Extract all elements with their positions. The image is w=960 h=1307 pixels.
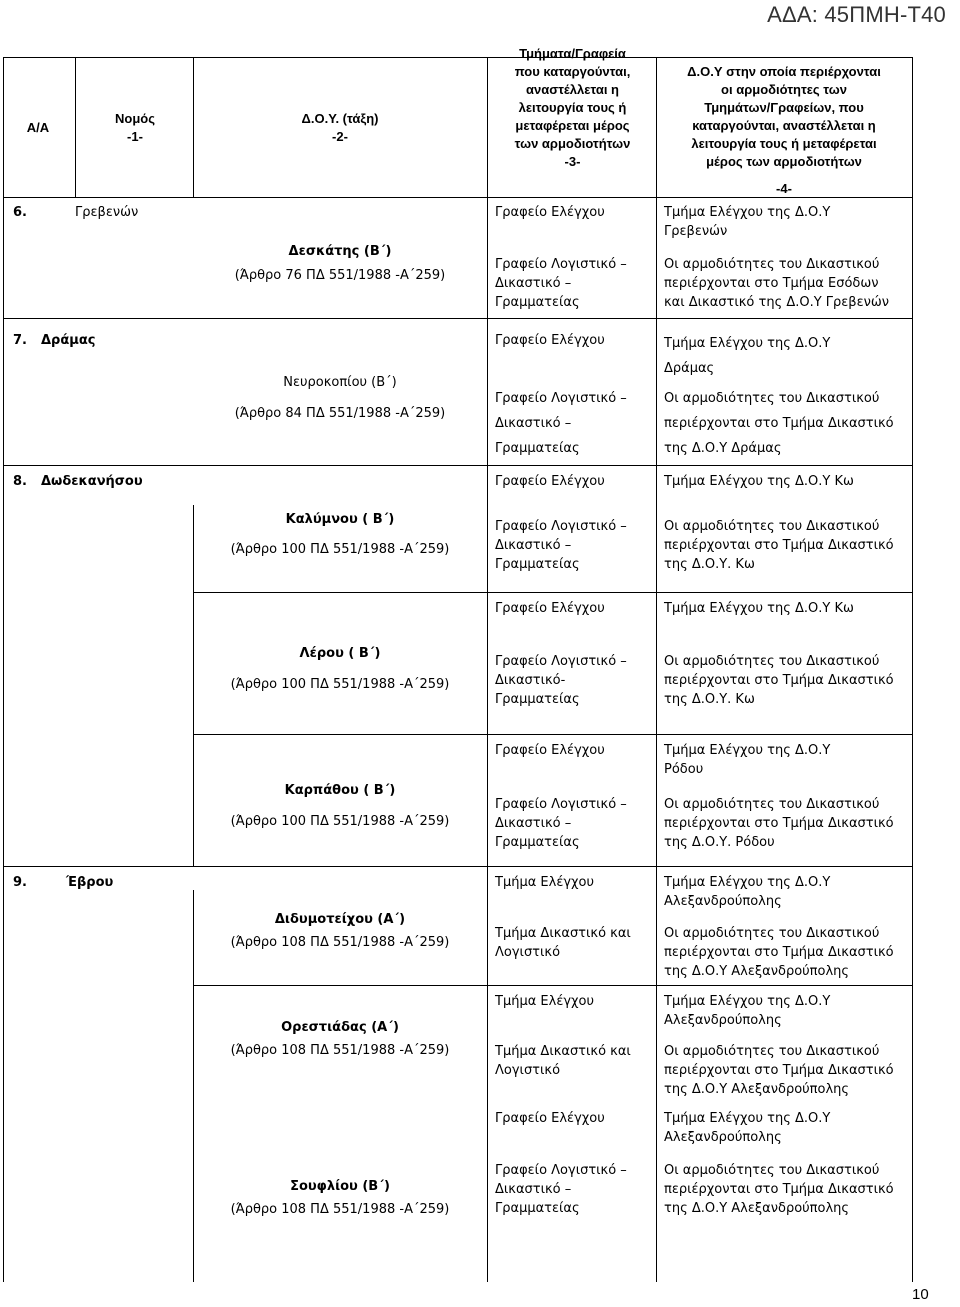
destination-cell: Τμήμα Ελέγχου της Δ.Ο.Υ Ρόδου bbox=[664, 743, 831, 777]
header-col4-number: -4- bbox=[776, 181, 792, 196]
destination-cell: Τμήμα Ελέγχου της Δ.Ο.Υ Αλεξανδρούπολης bbox=[664, 994, 831, 1028]
law-reference: (Άρθρο 108 ΠΔ 551/1988 -Α΄259) bbox=[230, 935, 450, 950]
destination-cell: Οι αρμοδιότητες του Δικαστικού περιέρχονται στο Τμήμα Εσόδων και Δικαστικό της Δ.Ο.Υ Γρεβενών bbox=[664, 257, 890, 310]
office-cell: Γραφείο Λογιστικό – Δικαστικό – Γραμματείας bbox=[495, 797, 627, 850]
office-cell: Τμήμα Δικαστικό και Λογιστικό bbox=[495, 1044, 631, 1078]
office-cell: Τμήμα Δικαστικό και Λογιστικό bbox=[495, 926, 631, 960]
header-peri: Δ.Ο.Υ στην οποία περιέρχονται οι αρμοδιότητες των Τμημάτων/Γραφείων, που καταργούνται, αναστέλλεται η λειτουργία τους ή μεταφέρεται μέρος των αρμοδιοτήτων bbox=[687, 64, 881, 169]
law-reference: (Άρθρο 108 ΠΔ 551/1988 -Α΄259) bbox=[230, 1202, 450, 1217]
office-cell: Γραφείο Ελέγχου bbox=[495, 474, 605, 489]
destination-cell: Τμήμα Ελέγχου της Δ.Ο.Υ Αλεξανδρούπολης bbox=[664, 875, 831, 909]
header-nomos: Νομός -1- bbox=[115, 111, 155, 144]
office-cell: Γραφείο Λογιστικό – Δικαστικό – Γραμματείας bbox=[495, 519, 627, 572]
ada-stamp: ΑΔΑ: 45ΠΜΗ-Τ40 bbox=[767, 2, 946, 27]
header-tmimata: Τμήματα/Γραφεία που καταργούνται, αναστέλλεται η λειτουργία τους ή μεταφέρεται μέρος των αρμοδιοτήτων -3- bbox=[514, 46, 631, 169]
office-cell: Γραφείο Λογιστικό – Δικαστικό – Γραμματείας bbox=[495, 391, 627, 456]
destination-cell: Οι αρμοδιότητες του Δικαστικού περιέρχονται στο Τμήμα Δικαστικό της Δ.Ο.Υ Αλεξανδρούπολης bbox=[664, 1044, 894, 1097]
office-cell: Τμήμα Ελέγχου bbox=[495, 994, 595, 1009]
doy-name: Ορεστιάδας (Α΄) bbox=[281, 1020, 399, 1035]
destination-cell: Τμήμα Ελέγχου της Δ.Ο.Υ Κω bbox=[664, 601, 854, 616]
doy-name: Καλύμνου ( Β΄) bbox=[285, 512, 395, 527]
office-cell: Τμήμα Ελέγχου bbox=[495, 875, 595, 890]
office-cell: Γραφείο Ελέγχου bbox=[495, 333, 605, 348]
destination-cell: Τμήμα Ελέγχου της Δ.Ο.Υ Δράμας bbox=[664, 336, 831, 376]
destination-cell: Τμήμα Ελέγχου της Δ.Ο.Υ Κω bbox=[664, 474, 854, 489]
row-number: 8. bbox=[13, 474, 27, 489]
destination-cell: Οι αρμοδιότητες του Δικαστικού περιέρχονται στο Τμήμα Δικαστικό της Δ.Ο.Υ. Κω bbox=[664, 519, 894, 572]
page-number: 10 bbox=[912, 1286, 929, 1303]
destination-cell: Οι αρμοδιότητες του Δικαστικού περιέρχονται στο Τμήμα Δικαστικό της Δ.Ο.Υ Αλεξανδρούπολης bbox=[664, 1163, 894, 1216]
law-reference: (Άρθρο 76 ΠΔ 551/1988 -Α΄259) bbox=[234, 268, 446, 283]
nomos-name: Δωδεκανήσου bbox=[41, 474, 143, 489]
header-aa: Α/Α bbox=[26, 120, 50, 135]
row-number: 9. bbox=[13, 875, 27, 890]
doy-name: Λέρου ( Β΄) bbox=[299, 646, 381, 661]
destination-cell: Οι αρμοδιότητες του Δικαστικού περιέρχονται στο Τμήμα Δικαστικό της Δ.Ο.Υ. Ρόδου bbox=[664, 797, 894, 850]
destination-cell: Τμήμα Ελέγχου της Δ.Ο.Υ Αλεξανδρούπολης bbox=[664, 1111, 831, 1145]
doy-name: Δεσκάτης (Β΄) bbox=[288, 244, 392, 259]
law-reference: (Άρθρο 100 ΠΔ 551/1988 -Α΄259) bbox=[230, 542, 450, 557]
nomos-name: Δράμας bbox=[41, 333, 96, 348]
doy-name: Καρπάθου ( Β΄) bbox=[284, 783, 396, 798]
header-doy: Δ.Ο.Υ. (τάξη) -2- bbox=[301, 111, 379, 144]
row-number: 7. bbox=[13, 333, 27, 348]
office-cell: Γραφείο Ελέγχου bbox=[495, 1111, 605, 1126]
office-cell: Γραφείο Λογιστικό – Δικαστικό – Γραμματείας bbox=[495, 1163, 627, 1216]
law-reference: (Άρθρο 84 ΠΔ 551/1988 -Α΄259) bbox=[234, 406, 446, 421]
law-reference: (Άρθρο 100 ΠΔ 551/1988 -Α΄259) bbox=[230, 814, 450, 829]
nomos-name: Γρεβενών bbox=[75, 205, 139, 220]
doy-name: Διδυμοτείχου (Α΄) bbox=[274, 912, 406, 927]
destination-cell: Οι αρμοδιότητες του Δικαστικού περιέρχονται στο Τμήμα Δικαστικό της Δ.Ο.Υ Δράμας bbox=[664, 391, 894, 456]
office-cell: Γραφείο Ελέγχου bbox=[495, 205, 605, 220]
office-cell: Γραφείο Λογιστικό – Δικαστικό – Γραμματείας bbox=[495, 257, 627, 310]
office-cell: Γραφείο Λογιστικό – Δικαστικό- Γραμματείας bbox=[495, 654, 627, 707]
destination-cell: Οι αρμοδιότητες του Δικαστικού περιέρχονται στο Τμήμα Δικαστικό της Δ.Ο.Υ Αλεξανδρούπολης bbox=[664, 926, 894, 979]
office-cell: Γραφείο Ελέγχου bbox=[495, 601, 605, 616]
destination-cell: Οι αρμοδιότητες του Δικαστικού περιέρχονται στο Τμήμα Δικαστικό της Δ.Ο.Υ. Κω bbox=[664, 654, 894, 707]
destination-cell: Τμήμα Ελέγχου της Δ.Ο.Υ Γρεβενών bbox=[664, 205, 831, 239]
law-reference: (Άρθρο 108 ΠΔ 551/1988 -Α΄259) bbox=[230, 1043, 450, 1058]
row-number: 6. bbox=[13, 205, 27, 220]
office-cell: Γραφείο Ελέγχου bbox=[495, 743, 605, 758]
doy-name: Νευροκοπίου (Β΄) bbox=[283, 375, 397, 390]
law-reference: (Άρθρο 100 ΠΔ 551/1988 -Α΄259) bbox=[230, 677, 450, 692]
nomos-name: Έβρου bbox=[66, 875, 114, 890]
doy-name: Σουφλίου (Β΄) bbox=[290, 1179, 390, 1194]
